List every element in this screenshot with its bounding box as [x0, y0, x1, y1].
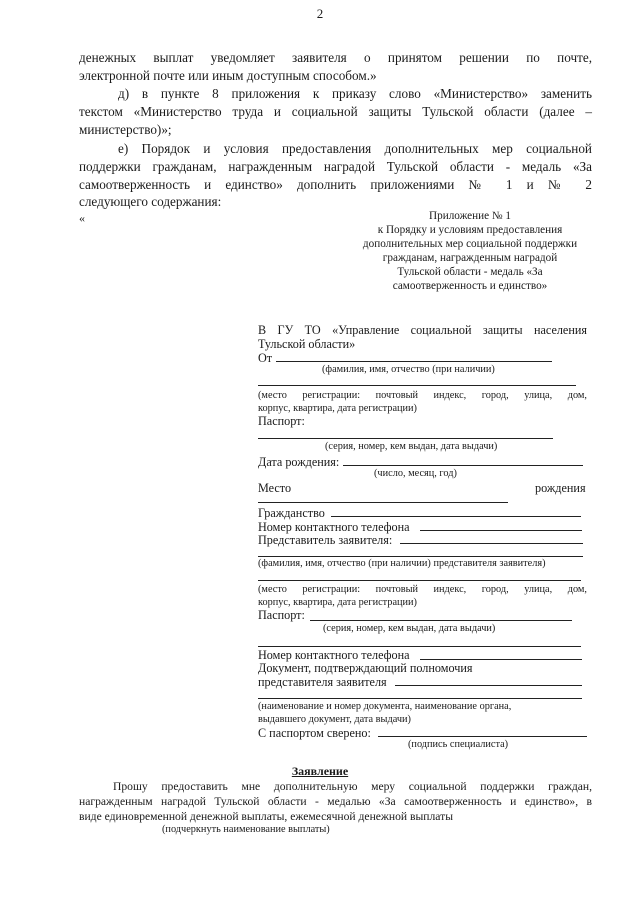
- representative-passport-label: Паспорт:: [258, 608, 305, 622]
- authority-document-caption-2: выдавшего документ, дата выдачи): [258, 714, 411, 725]
- item-e-line-2: поддержки гражданам, награжденным наградой Тульской области - медаль «За: [79, 159, 592, 174]
- representative-registration-caption-1: (место регистрации: почтовый индекс, город, улица, дом,: [258, 584, 587, 595]
- fio-line[interactable]: [276, 361, 552, 362]
- passport-checked-label: С паспортом сверено:: [258, 726, 371, 740]
- appendix-line-4: гражданам, награжденным наградой: [382, 252, 558, 264]
- representative-registration-caption-2: корпус, квартира, дата регистрации): [258, 597, 417, 608]
- appendix-line-5: Тульской области - медаль «За: [397, 266, 543, 278]
- appendix-line-6: самоотверженность и единство»: [392, 280, 548, 292]
- representative-label: Представитель заявителя:: [258, 533, 393, 547]
- representative-phone-line[interactable]: [420, 659, 582, 660]
- birth-date-caption: (число, месяц, год): [374, 468, 457, 479]
- addressee-line-1: В ГУ ТО «Управление социальной защиты населения: [258, 323, 587, 337]
- birth-date-line[interactable]: [343, 465, 583, 466]
- specialist-signature-caption: (подпись специалиста): [408, 739, 509, 750]
- authority-document-caption-1: (наименование и номер документа, наименование органа,: [258, 701, 512, 712]
- citizenship-label: Гражданство: [258, 506, 325, 520]
- statement-title: Заявление: [291, 764, 349, 778]
- appendix-line-3: дополнительных мер социальной поддержки: [362, 238, 578, 250]
- authority-document-line[interactable]: [395, 685, 582, 686]
- item-d-line-1: д) в пункте 8 приложения к приказу слово «Министерство» заменить: [118, 86, 592, 101]
- fio-caption: (фамилия, имя, отчество (при наличии): [322, 364, 495, 375]
- authority-document-line-2[interactable]: [258, 698, 582, 699]
- passport-label: Паспорт:: [258, 414, 305, 428]
- statement-underline-caption: (подчеркнуть наименование выплаты): [162, 824, 330, 835]
- registration-line[interactable]: [258, 385, 576, 386]
- item-d-line-2: текстом «Министерство труда и социальной защиты Тульской области (далее –: [79, 104, 592, 119]
- item-e-line-4: следующего содержания:: [79, 194, 222, 209]
- intro-line-1: денежных выплат уведомляет заявителя о принятом решении по почте,: [79, 50, 592, 65]
- addressee-line-2: Тульской области»: [258, 337, 356, 351]
- registration-caption-2: корпус, квартира, дата регистрации): [258, 403, 417, 414]
- item-d-line-3: министерство)»;: [79, 122, 172, 137]
- representative-line[interactable]: [400, 543, 583, 544]
- intro-line-2: электронной почте или иным доступным способом.»: [79, 68, 377, 83]
- item-e-line-3: самоотверженность и единство» дополнить приложениями № 1 и № 2: [79, 177, 592, 192]
- authority-document-label-1: Документ, подтверждающий полномочия: [258, 661, 473, 675]
- representative-registration-line[interactable]: [258, 580, 581, 581]
- from-label: От: [258, 351, 273, 365]
- birth-date-label: Дата рождения:: [258, 455, 340, 469]
- phone-label: Номер контактного телефона: [258, 520, 410, 534]
- representative-fio-caption: (фамилия, имя, отчество (при наличии) представителя заявителя): [258, 558, 546, 569]
- representative-fio-line[interactable]: [258, 556, 583, 557]
- birth-place-label: Место: [258, 481, 292, 495]
- phone-line[interactable]: [420, 530, 582, 531]
- birth-place-label-2: рождения: [535, 481, 586, 495]
- representative-phone-label: Номер контактного телефона: [258, 648, 410, 662]
- birth-place-line[interactable]: [258, 502, 508, 503]
- representative-passport-caption: (серия, номер, кем выдан, дата выдачи): [323, 623, 496, 634]
- representative-passport-line-2[interactable]: [258, 646, 581, 647]
- specialist-signature-line[interactable]: [378, 736, 587, 737]
- passport-line[interactable]: [258, 438, 553, 439]
- registration-caption-1: (место регистрации: почтовый индекс, город, улица, дом,: [258, 390, 587, 401]
- appendix-title: Приложение № 1: [429, 210, 511, 222]
- representative-passport-line[interactable]: [310, 620, 572, 621]
- appendix-line-2: к Порядку и условиям предоставления: [377, 224, 563, 236]
- authority-document-label-2: представителя заявителя: [258, 675, 387, 689]
- opening-quote: «: [79, 211, 85, 225]
- statement-line-2: награжденным наградой Тульской области - медалью «За самоотверженность и единство», в: [79, 795, 592, 808]
- passport-caption: (серия, номер, кем выдан, дата выдачи): [325, 441, 498, 452]
- page-number: 2: [316, 6, 324, 21]
- citizenship-line[interactable]: [331, 516, 581, 517]
- item-e-line-1: е) Порядок и условия предоставления дополнительных мер социальной: [118, 141, 592, 156]
- statement-line-1: Прошу предоставить мне дополнительную меру социальной поддержки граждан,: [113, 780, 592, 793]
- statement-line-3: виде единовременной денежной выплаты, ежемесячной денежной выплаты: [79, 810, 453, 823]
